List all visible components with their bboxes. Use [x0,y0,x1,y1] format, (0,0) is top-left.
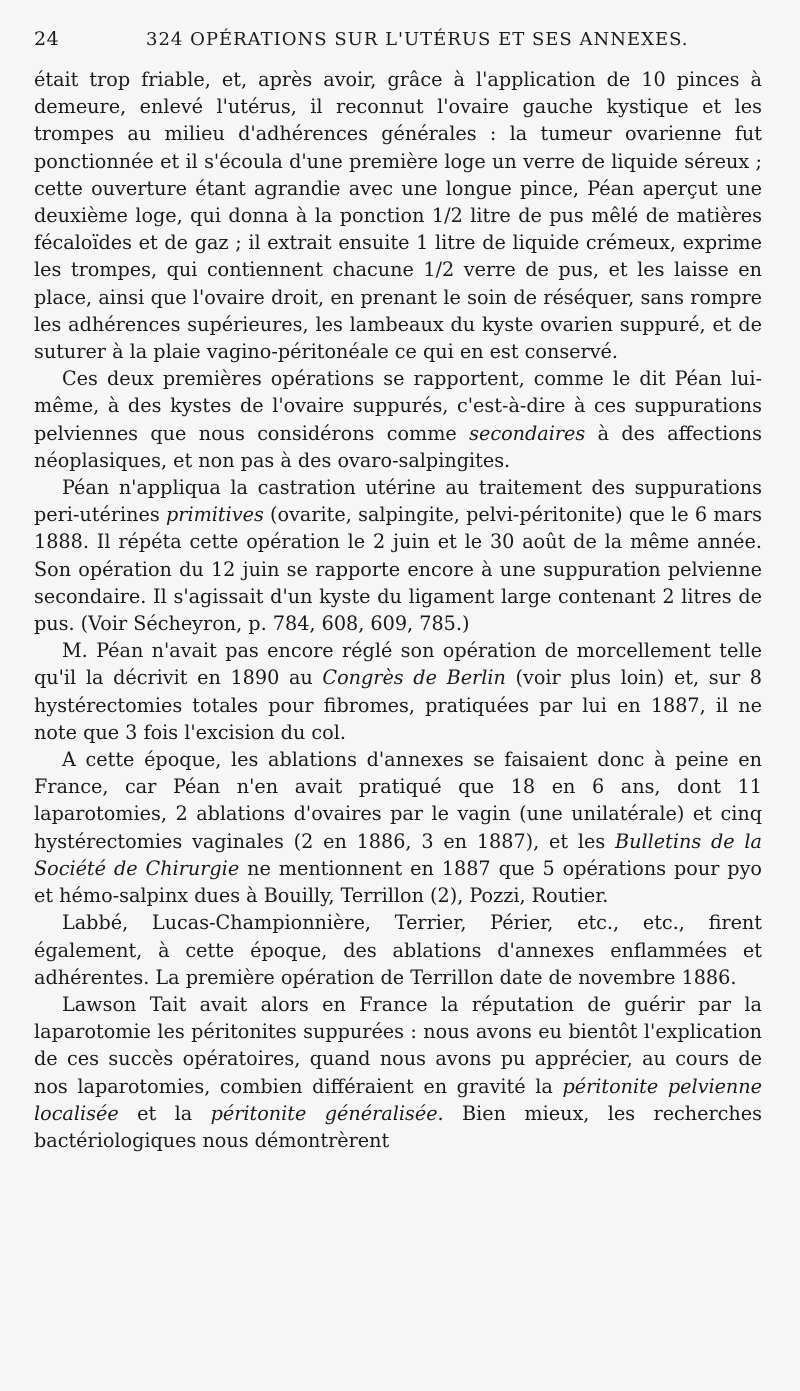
running-title: 324 OPÉRATIONS SUR L'UTÉRUS ET SES ANNEXES. [146,29,689,50]
text-run: et la [118,1101,211,1125]
italic-text: primitives [165,503,264,527]
paragraph [34,909,762,991]
text-run: Labbé, Lucas-Championnière, Terrier, Périer, etc., etc., firent également, à cette époque, des ablations d'annexes enflammées et adhérentes. La première opération de Terrillon date de novembre 1886. [34,911,762,989]
italic-text: Bulletins de la Société de Chirurgie [34,829,762,880]
text-run: Bien mieux, les recherches bactériologiques nous démontrèrent [34,1101,762,1152]
paragraph [34,637,762,746]
text-run: (voir plus loin) et, sur 8 hystérectomies totales pour fibromes, pratiquées par lui en 1887, il ne note que 3 fois l'excision du col. [34,666,762,744]
text-run: A cette époque, les ablations d'annexes se faisaient donc à peine en France, car Péan n'en avait pratiqué que 18 en 6 ans, dont 11 laparotomies, 2 ablations d'ovaires par le vagin (une unilatérale) et cinq hystérectomies vaginales (2 en 1886, 3 en 1887), et les [34,748,762,853]
text-run: était trop friable, et, après avoir, grâce à l'application de 10 pinces à demeure, enlevé l'utérus, il reconnut l'ovaire gauche kystique et les trompes au milieu d'adhérences générales : la tumeur ovarienne fut ponctionnée et il s'écoula d'une première loge un verre de liquide séreux ; cette ouverture étant agrandie avec une longue pince, Péan aperçut une deuxième loge, qui donna à la ponction 1/2 litre de pus mêlé de matières fécaloïdes et de gaz ; il extrait ensuite 1 litre de liquide crémeux, exprime les trompes, qui contiennent chacune 1/2 verre de pus, et les laisse en place, ainsi que l'ovaire droit, en prenant le soin de réséquer, sans rompre les adhérences supérieures, les lambeaux du kyste ovarien suppuré, et de suturer à la plaie vagino-péritonéale ce qui en est conservé. [34,68,762,364]
book-page [34,28,762,1368]
italic-text: péritonite généralisée. [210,1101,444,1125]
page-header [34,28,762,58]
text-run: Ces deux premières opérations se rapportent, comme le dit Péan lui-même, à des kystes de l'ovaire suppurés, c'est-à-dire à ces suppurations pelviennes que nous considérons comme [34,367,762,445]
italic-text: péritonite pelvienne localisée [34,1074,763,1125]
italic-text: Congrès de Berlin [322,666,506,690]
paragraph [34,991,762,1154]
text-run: à des affections néoplasiques, et non pas à des ovaro-salpingites. [34,421,763,472]
page-body [34,66,762,1154]
paragraph [34,474,762,637]
paragraph [34,746,762,909]
page-number: 24 [34,28,60,50]
text-run: (ovarite, salpingite, pelvi-péritonite) que le 6 mars 1888. Il répéta cette opération le 2 juin et le 30 août de la même année. Son opération du 12 juin se rapporte encore à une suppuration pelvienne secondaire. Il s'agissait d'un kyste du ligament large contenant 2 litres de pus. (Voir Sécheyron, p. 784, 608, 609, 785.) [34,503,762,636]
text-run: Péan n'appliqua la castration utérine au traitement des suppurations peri-utérines [34,476,762,527]
text-run: M. Péan n'avait pas encore réglé son opération de morcellement telle qu'il la décrivit en 1890 au [34,639,762,690]
italic-text: secondaires [469,421,586,445]
text-run: ne mentionnent en 1887 que 5 opérations pour pyo et hémo-salpinx dues à Bouilly, Terrillon (2), Pozzi, Routier. [34,856,762,908]
paragraph [34,66,762,365]
paragraph [34,365,762,474]
text-run: Lawson Tait avait alors en France la réputation de guérir par la laparotomie les péritonites suppurées : nous avons eu bientôt l'explication de ces succès opératoires, quand nous avons pu apprécier, au cours de nos laparotomies, combien différaient en gravité la [34,992,762,1098]
